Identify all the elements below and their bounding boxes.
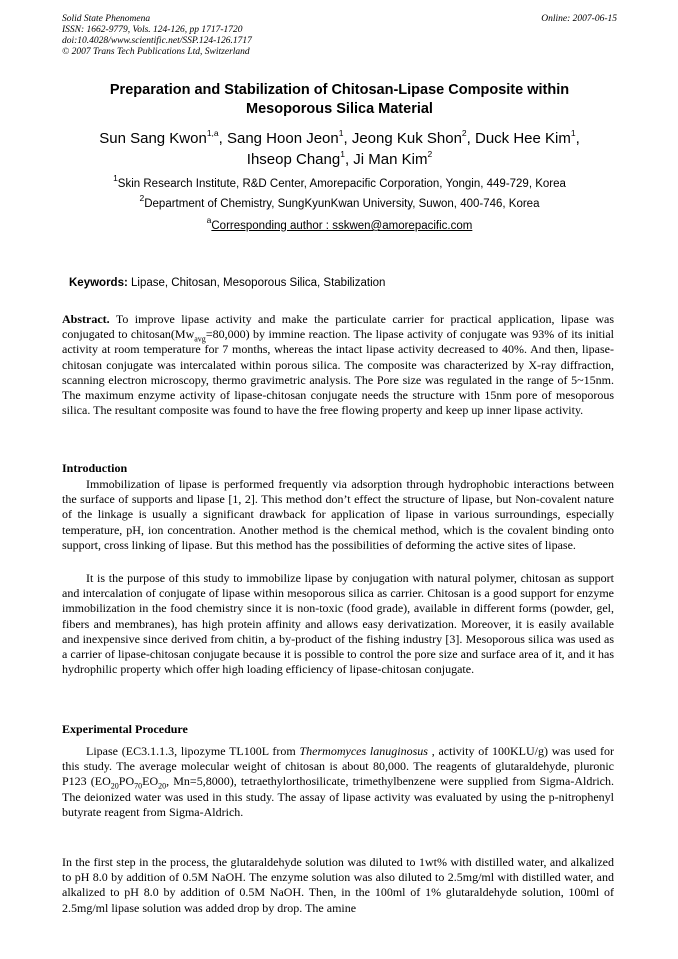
affiliation-text: Skin Research Institute, R&D Center, Amorepacific Corporation, Yongin, 449-729, Korea — [117, 178, 566, 190]
experimental-text: PO — [118, 774, 135, 789]
corresponding-author-email-link[interactable]: Corresponding author : sskwen@amorepacific.com — [211, 220, 473, 232]
introduction-paragraph-2: It is the purpose of this study to immobilize lipase by conjugation with natural polymer, chitosan as support and intercalation of conjugate of lipase within mesoporous silica as carrier. Chitosan is a good support for enzyme immobilization in the food chemistry since it is non-toxic (food grade), available in different forms (powder, gel, fibers and membranes), has high protein affinity and allows easy derivatization. Moreover, it is easily available and inexpensive since derived from chitin, a by-product of the fishing industry [3]. Mesoporous silica was used as a carrier of lipase-chitosan conjugate because it is possible to control the pore size and surface area of it, and it has hydrophilic property which offer high loading efficiency of lipase-chitosan conjugate. — [62, 571, 614, 677]
author: Ji Man Kim — [353, 151, 428, 168]
subscript: 70 — [134, 781, 143, 791]
author-line-2: Ihseop Chang$^1$, Ji Man Kim$^2$ — [246, 149, 433, 168]
affiliation-2 — [62, 193, 617, 211]
experimental-text: , Mn=5,8000), tetraethylorthosilicate, trimethylbenzene were supplied from Sigma-Aldrich. The deionized water was used in this study. The assay of lipase activity was evaluated by using the p-nitrophenyl butyrate reagent from Sigma-Aldrich. — [62, 774, 614, 819]
publication-info — [62, 14, 617, 58]
title-line-2: Mesoporous Silica Material — [246, 101, 433, 117]
affiliation-marker: 1 — [113, 173, 118, 184]
experimental-paragraph-1 — [62, 744, 614, 820]
experimental-text: , activity of 100KLU/g) was used for this study. The average molecular weight of chitosan is about 80,000. The reagents of glutaraldehyde, pluronic P123 (EO — [62, 744, 614, 789]
subscript: 20 — [158, 781, 167, 791]
affiliation-marker: 2 — [139, 193, 145, 204]
abstract-text-2: =80,000) by immine reaction. The lipase activity of conjugate was 93% of its initial activity at room temperature for 7 months, whereas the intact lipase activity decreased to 40%. And then, lipase-chitosan conjugate was intercalated within porous silica. The composite was characterized by X-ray diffraction, scanning electron microscopy, thermo gravimetric analysis. The Pore size was regulated in the range of 5~15nm. The maximum enzyme activity of lipase-chitosan conjugate needs the structure with 15nm pore of mesoporous silica. The resultant composite was found to have the free flowing property and keep up inner lipase activity. — [62, 327, 614, 418]
experimental-heading: Experimental Procedure — [62, 722, 188, 736]
copyright: © 2007 Trans Tech Publications Ltd, Switzerland — [62, 47, 250, 57]
abstract-label: Abstract. — [62, 312, 110, 326]
author-affiliation-marker: 1 — [338, 128, 344, 138]
author: Sun Sang Kwon — [99, 130, 207, 147]
affiliation-marker: a — [206, 215, 212, 226]
abstract-subscript: avg — [194, 334, 206, 344]
abstract — [62, 312, 614, 418]
author: Sang Hoon Jeon — [226, 130, 339, 147]
keywords — [69, 276, 614, 290]
author: Ihseop Chang — [246, 151, 341, 168]
author-affiliation-marker: 2 — [427, 149, 433, 159]
author-affiliation-marker: 2 — [461, 128, 467, 138]
author-list — [62, 128, 617, 170]
author-line-1: Sun Sang Kwon$^{1,a}$, Sang Hoon Jeon$^1$, Jeong Kuk Shon$^2$, Duck Hee Kim$^1$, — [99, 128, 580, 147]
experimental-text: Lipase (EC3.1.1.3, lipozyme TL100L from — [86, 744, 300, 758]
author-affiliation-marker: 1 — [570, 128, 576, 138]
introduction-paragraph-1: Immobilization of lipase is performed frequently via adsorption through hydrophobic interactions between the surface of supports and lipase [1, 2]. This method don’t effect the structure of lipase, but Non-covalent nature of the linkage is usually a significant drawback for application of lipase in various surroundings, especially temperature, pH, ion concentration. Another method is the chemical method, which is the covalent binding onto support, cross linking of lipase. But this method has the possibilities of deforming the active sites of lipase. — [62, 477, 614, 552]
corresponding-author — [62, 215, 617, 233]
species-name: Thermomyces lanuginosus — [299, 744, 428, 758]
abstract-text-1: To improve lipase activity and make the particulate carrier for practical application, lipase was conjugated to chitosan(Mw — [62, 312, 614, 342]
title-line-1: Preparation and Stabilization of Chitosan-Lipase Composite within — [109, 82, 570, 98]
issn: ISSN: 1662-9779, Vols. 124-126, pp 1717-1720 — [62, 25, 243, 35]
affiliation-text: Department of Chemistry, SungKyunKwan University, Suwon, 400-746, Korea — [144, 198, 540, 210]
keywords-text: Lipase, Chitosan, Mesoporous Silica, Stabilization — [131, 277, 386, 289]
affiliation-1 — [62, 173, 617, 191]
paper-title — [62, 81, 617, 119]
author-affiliation-marker: 1,a — [206, 128, 219, 138]
journal-name: Solid State Phenomena — [62, 14, 151, 24]
introduction-heading: Introduction — [62, 461, 128, 475]
experimental-paragraph-2: In the first step in the process, the glutaraldehyde solution was diluted to 1wt% with distilled water, and alkalized to pH 8.0 by addition of 0.5M NaOH. The enzyme solution was also diluted to 2.5mg/ml with distilled water, and alkalized to pH 8.0 by addition of 0.5M NaOH. Then, in the 100ml of 1% glutaraldehyde solution, 100ml of 2.5mg/ml lipase solution was added drop by drop. The amine — [62, 855, 614, 915]
author: Jeong Kuk Shon — [351, 130, 462, 147]
experimental-text: EO — [142, 774, 159, 789]
doi: doi:10.4028/www.scientific.net/SSP.124-126.1717 — [62, 36, 252, 46]
online-date: Online: 2007-06-15 — [541, 14, 617, 24]
subscript: 20 — [110, 781, 119, 791]
author-affiliation-marker: 1 — [340, 149, 345, 159]
author: Duck Hee Kim — [475, 130, 571, 147]
keywords-label: Keywords: — [69, 277, 128, 289]
